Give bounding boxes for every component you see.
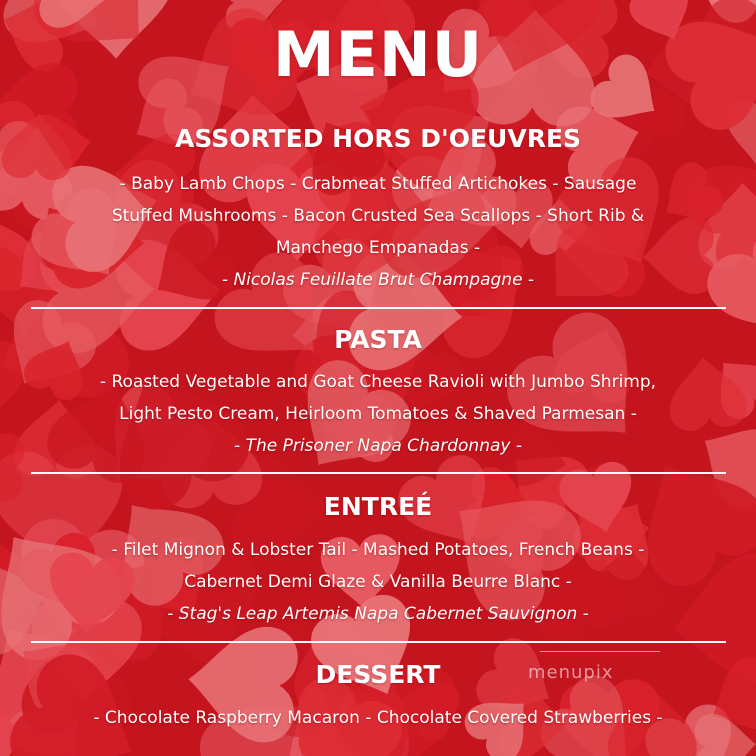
wine-pairing: - Nicolas Feuillate Brut Champagne - [221, 270, 535, 290]
menu-item-line: Light Pesto Cream, Heirloom Tomatoes & Shaved Parmesan - [119, 404, 637, 424]
wine-pairing: - The Prisoner Napa Chardonnay - [234, 436, 522, 456]
section-heading-entree: ENTREÉ [323, 492, 433, 521]
menu-item-line: Cabernet Demi Glaze & Vanilla Beurre Blanc - [184, 572, 572, 592]
menu-item-line: - Roasted Vegetable and Goat Cheese Ravioli with Jumbo Shrimp, [99, 372, 657, 392]
watermark-logo: menupix [528, 662, 614, 683]
section-divider [31, 472, 726, 474]
section-heading-dessert: DESSERT [315, 660, 441, 689]
section-divider [31, 641, 726, 643]
menu-item-line: Stuffed Mushrooms - Bacon Crusted Sea Scallops - Short Rib & [111, 206, 645, 226]
wine-pairing: - Stag's Leap Artemis Napa Cabernet Sauvignon - [167, 604, 589, 624]
menu-item-line: - Baby Lamb Chops - Crabmeat Stuffed Artichokes - Sausage [119, 174, 637, 194]
menu-item-line: - Chocolate Raspberry Macaron - Chocolate Covered Strawberries - [93, 708, 663, 728]
menu-item-line: Manchego Empanadas - [275, 238, 481, 258]
menu-title: MENU [272, 18, 484, 91]
section-divider [31, 307, 726, 309]
menu-item-line: - Filet Mignon & Lobster Tail - Mashed Potatoes, French Beans - [111, 540, 645, 560]
section-heading-pasta: PASTA [334, 325, 422, 354]
watermark-divider [540, 651, 660, 652]
section-heading-hors-doeuvres: ASSORTED HORS D'OEUVRES [174, 124, 582, 153]
